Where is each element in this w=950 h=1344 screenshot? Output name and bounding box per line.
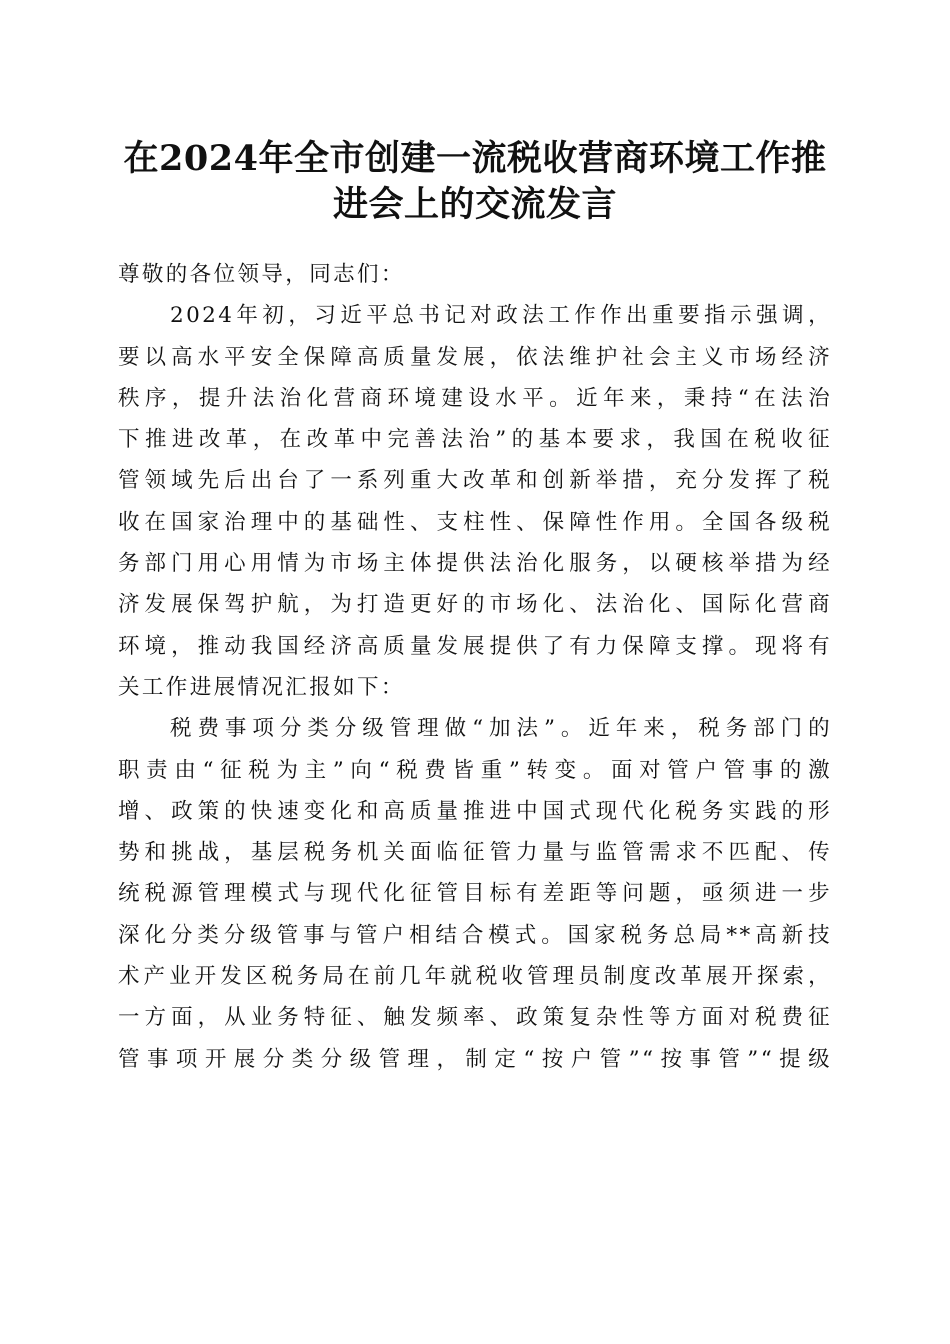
body-line: 济发展保驾护航，为打造更好的市场化、法治化、国际化营商 <box>118 592 832 618</box>
body-line: 秩序，提升法治化营商环境建设水平。近年来，秉持“在法治 <box>118 385 832 411</box>
body-line: 增、政策的快速变化和高质量推进中国式现代化税务实践的形 <box>118 798 832 824</box>
body-line: 管领域先后出台了一系列重大改革和创新举措，充分发挥了税 <box>118 468 832 494</box>
body-line: 下推进改革，在改革中完善法治”的基本要求，我国在税收征 <box>118 427 832 453</box>
document-body <box>118 254 832 1080</box>
body-line: 收在国家治理中的基础性、支柱性、保障性作用。全国各级税 <box>118 509 832 535</box>
body-line: 术产业开发区税务局在前几年就税收管理员制度改革展开探索， <box>118 964 832 990</box>
body-line: 管事项开展分类分级管理，制定“按户管”“按事管”“提级 <box>118 1046 832 1072</box>
body-line: 关工作进展情况汇报如下： <box>118 674 405 700</box>
body-line: 深化分类分级管事与管户相结合模式。国家税务总局**高新技 <box>118 922 832 948</box>
body-line: 职责由“征税为主”向“税费皆重”转变。面对管户管事的激 <box>118 757 832 783</box>
title-line-2: 进会上的交流发言 <box>332 184 617 225</box>
document-title <box>100 136 850 228</box>
salutation-line: 尊敬的各位领导，同志们： <box>118 262 405 287</box>
body-line: 环境，推动我国经济高质量发展提供了有力保障支撑。现将有 <box>118 633 832 659</box>
body-line: 2024年初，习近平总书记对政法工作作出重要指示强调， <box>170 303 832 329</box>
body-line: 税费事项分类分级管理做“加法”。近年来，税务部门的 <box>170 716 832 742</box>
body-line: 势和挑战，基层税务机关面临征管力量与监管需求不匹配、传 <box>118 840 832 866</box>
body-line: 一方面，从业务特征、触发频率、政策复杂性等方面对税费征 <box>118 1005 832 1031</box>
title-line-1: 在2024年全市创建一流税收营商环境工作推 <box>123 138 827 179</box>
body-line: 务部门用心用情为市场主体提供法治化服务，以硬核举措为经 <box>118 551 832 577</box>
body-line: 要以高水平安全保障高质量发展，依法维护社会主义市场经济 <box>118 344 832 370</box>
body-line: 统税源管理模式与现代化征管目标有差距等问题，亟须进一步 <box>118 881 832 907</box>
